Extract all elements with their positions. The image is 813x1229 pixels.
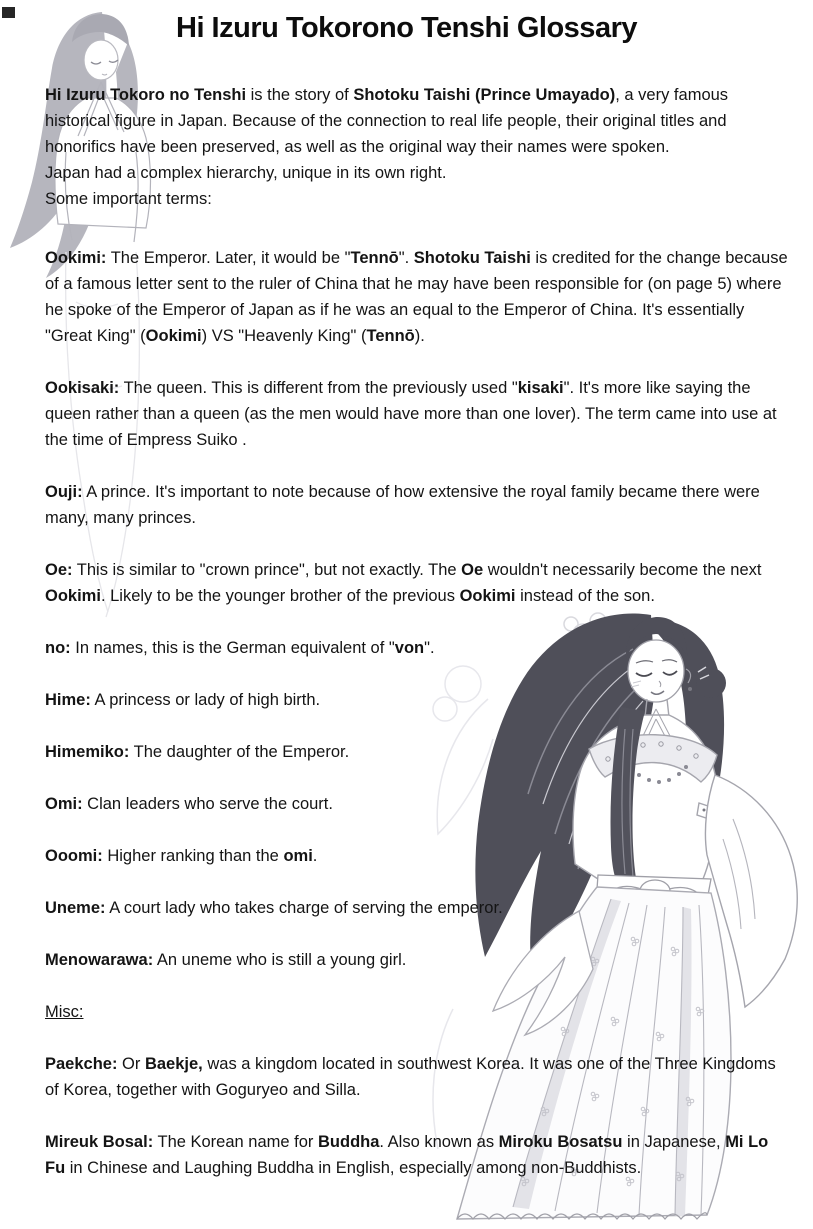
text-run: . Likely to be the younger brother of the previous [100, 587, 460, 605]
bold-term: Ookimi [45, 587, 101, 605]
bold-term: Omi: [45, 795, 83, 813]
bold-term: kisaki [517, 379, 564, 397]
bold-term: Oe [461, 561, 484, 579]
bold-term: Ookimi [459, 587, 516, 605]
text-run: Clan leaders who serve the court. [82, 795, 333, 813]
bold-term: Mi Lo Fu [45, 1133, 769, 1177]
glossary-entry-intro [45, 82, 790, 212]
text-run: A court lady who takes charge of serving the emperor. [105, 899, 503, 917]
bold-term: Uneme: [45, 899, 106, 917]
glossary-entry-hime [45, 687, 790, 713]
text-run: The daughter of the Emperor. [129, 743, 350, 761]
text-run: An uneme who is still a young girl. [153, 951, 407, 969]
glossary-entry-ouji [45, 479, 790, 531]
text-run: was a kingdom located in southwest Korea. It was one of the Three Kingdoms of Korea, together with Goguryeo and Silla. [45, 1055, 776, 1099]
glossary-entry-oe [45, 557, 790, 609]
bold-term: Baekje, [144, 1055, 203, 1073]
bold-term: Paekche: [45, 1055, 118, 1073]
text-run: ". It's more like saying the queen rather than a queen (as the men would have more than one lover). The term came into use at the time of Empress Suiko . [45, 379, 777, 449]
text-run: In names, this is the German equivalent of " [70, 639, 395, 657]
glossary-entry-uneme [45, 895, 790, 921]
page-title: Hi Izuru Tokorono Tenshi Glossary [176, 12, 637, 44]
text-run: ". [424, 639, 435, 657]
text-run: Misc: [45, 1003, 84, 1021]
glossary-entry-paekche [45, 1051, 790, 1103]
bold-term: Oe: [45, 561, 73, 579]
text-run: in Chinese and Laughing Buddha in English, especially among non-Buddhists. [65, 1159, 642, 1177]
bold-term: Hi Izuru Tokoro no Tenshi [45, 86, 247, 104]
text-run: A prince. It's important to note because of how extensive the royal family became there were many, many princes. [45, 483, 760, 527]
text-run: ) VS "Heavenly King" ( [201, 327, 367, 345]
text-run: The Korean name for [153, 1133, 318, 1151]
text-run: Or [117, 1055, 145, 1073]
glossary-entries [45, 82, 790, 1207]
text-run: ". [398, 249, 414, 267]
bold-term: Tennō [366, 327, 415, 345]
text-run: is the story of [246, 86, 354, 104]
glossary-entry-menowarawa [45, 947, 790, 973]
bold-term: von [394, 639, 425, 657]
text-run: in Japanese, [622, 1133, 726, 1151]
text-run: is credited for the change because of a famous letter sent to the ruler of China that he may have been responsible for (on page 5) where he spoke of the Emperor of Japan as if he was an equal to the Emperor of China. It's essentially "Great King" ( [45, 249, 788, 345]
bold-term: Hime: [45, 691, 91, 709]
text-run: A princess or lady of high birth. [90, 691, 321, 709]
glossary-entry-ookisaki [45, 375, 790, 453]
bold-term: Miroku Bosatsu [498, 1133, 623, 1151]
bold-term: Ookisaki: [45, 379, 120, 397]
text-run: ). [414, 327, 425, 345]
bold-term: omi [283, 847, 313, 865]
text-run: Some important terms: [45, 190, 212, 208]
bold-term: Tennō [350, 249, 399, 267]
text-run: . Also known as [379, 1133, 499, 1151]
bold-term: no: [45, 639, 71, 657]
bold-term: Ooomi: [45, 847, 103, 865]
text-run: instead of the son. [515, 587, 655, 605]
text-run: The Emperor. Later, it would be " [106, 249, 351, 267]
text-run: . [312, 847, 318, 865]
bold-term: Buddha [318, 1133, 380, 1151]
bold-term: Ookimi [145, 327, 202, 345]
text-run: The queen. This is different from the previously used " [119, 379, 518, 397]
bold-term: Himemiko: [45, 743, 130, 761]
text-run: This is similar to "crown prince", but not exactly. The [72, 561, 462, 579]
text-run: wouldn't necessarily become the next [483, 561, 762, 579]
glossary-entry-misc-heading [45, 999, 790, 1025]
bold-term: Ouji: [45, 483, 83, 501]
glossary-entry-ooomi [45, 843, 790, 869]
glossary-entry-mireuk-bosal [45, 1129, 790, 1181]
text-run: Higher ranking than the [102, 847, 284, 865]
bold-term: Ookimi: [45, 249, 107, 267]
glossary-entry-omi [45, 791, 790, 817]
glossary-entry-himemiko [45, 739, 790, 765]
bold-term: Shotoku Taishi [413, 249, 531, 267]
glossary-entry-no [45, 635, 790, 661]
bold-term: Mireuk Bosal: [45, 1133, 154, 1151]
text-run: Japan had a complex hierarchy, unique in its own right. [45, 164, 447, 182]
bold-term: Menowarawa: [45, 951, 154, 969]
bold-term: Shotoku Taishi (Prince Umayado) [353, 86, 616, 104]
corner-girl-face [84, 40, 118, 80]
text-run: , a very famous historical figure in Japan. Because of the connection to real life people, their original titles and honorifics have been preserved, as well as the original way their names were spoken. [45, 86, 729, 156]
glossary-entry-ookimi [45, 245, 790, 349]
